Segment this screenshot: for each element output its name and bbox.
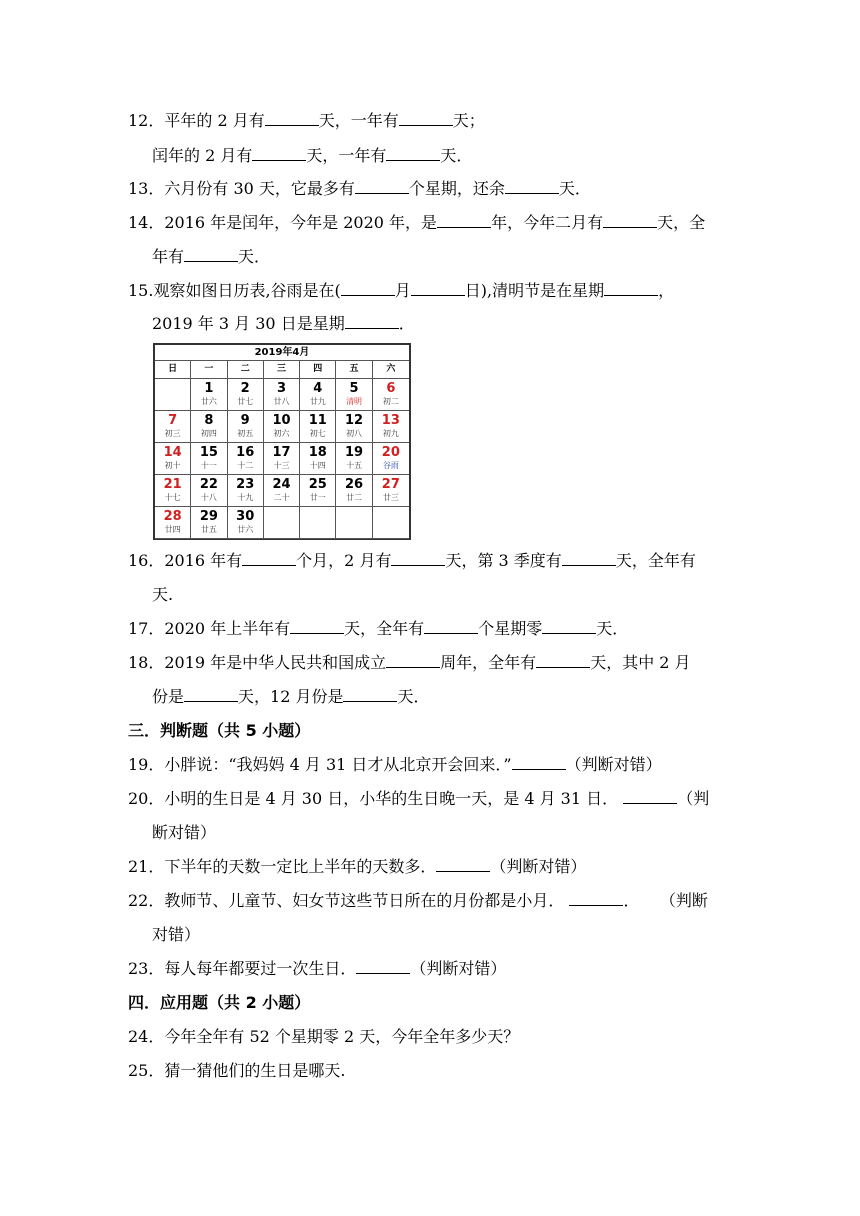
calendar-day-number: 3 xyxy=(276,381,287,396)
calendar-lunar-date: 十七 xyxy=(164,493,181,502)
section-4-heading: 四．应用题（共 2 小题） xyxy=(128,993,311,1012)
question-24: 24．今年全年有 52 个星期零 2 天，今年全年多少天？ xyxy=(128,1027,520,1046)
calendar-lunar-date: 廿三 xyxy=(382,493,399,502)
calendar-day-cell xyxy=(336,507,372,539)
answer-blank[interactable] xyxy=(343,687,397,702)
calendar-lunar-date: 廿七 xyxy=(237,397,254,406)
calendar-day-cell xyxy=(155,379,191,411)
question-15-line-1: 15.观察如图日历表,谷雨是在( 月 日),清明节是在星期 ， xyxy=(128,281,675,300)
calendar-day-number: 25 xyxy=(308,477,327,492)
calendar-day-cell xyxy=(228,411,264,443)
calendar-day-cell xyxy=(373,475,409,507)
calendar-lunar-date: 廿五 xyxy=(200,525,217,534)
calendar-day-number: 19 xyxy=(345,445,364,460)
section-3-heading: 三．判断题（共 5 小题） xyxy=(128,721,311,740)
calendar-day-cell xyxy=(155,475,191,507)
calendar-lunar-date: 十九 xyxy=(237,493,254,502)
answer-blank[interactable] xyxy=(411,281,465,296)
calendar-day-number: 30 xyxy=(236,509,255,524)
question-20-line-1: 20．小明的生日是 4 月 30 日，小华的生日晚一天，是 4 月 31 日． （判 xyxy=(128,789,710,808)
calendar-day-cell xyxy=(373,379,409,411)
answer-blank[interactable] xyxy=(436,857,490,872)
calendar-lunar-date: 谷雨 xyxy=(382,461,399,470)
question-22-line-2: 对错） xyxy=(152,925,201,944)
question-21: 21．下半年的天数一定比上半年的天数多． （判断对错） xyxy=(128,857,587,876)
calendar-day-number: 22 xyxy=(199,477,218,492)
calendar-day-cell xyxy=(373,411,409,443)
question-12-line-2: 闰年的 2 月有 天，一年有 天． xyxy=(152,146,473,165)
answer-blank[interactable] xyxy=(184,687,238,702)
calendar-lunar-date: 十八 xyxy=(200,493,217,502)
question-17: 17．2020 年上半年有 天，全年有 个星期零 天． xyxy=(128,619,629,638)
answer-blank[interactable] xyxy=(399,111,453,126)
calendar-day-number: 1 xyxy=(204,381,214,396)
question-13: 13．六月份有 30 天，它最多有 个星期，还余 天． xyxy=(128,179,591,198)
calendar-day-cell xyxy=(336,443,372,475)
answer-blank[interactable] xyxy=(623,789,677,804)
calendar-day-number: 21 xyxy=(163,477,182,492)
question-14-line-1: 14．2016 年是闰年，今年是 2020 年，是 年，今年二月有 天，全 xyxy=(128,213,706,232)
calendar-lunar-date: 初五 xyxy=(237,429,254,438)
calendar-day-cell xyxy=(264,507,300,539)
answer-blank[interactable] xyxy=(391,551,445,566)
answer-blank[interactable] xyxy=(341,281,395,296)
answer-blank[interactable] xyxy=(603,213,657,228)
calendar-lunar-date: 廿九 xyxy=(309,397,326,406)
calendar-lunar-date: 二十 xyxy=(273,493,290,502)
calendar-day-cell xyxy=(191,475,227,507)
answer-blank[interactable] xyxy=(536,653,590,668)
calendar-grid xyxy=(155,361,409,539)
calendar-day-cell xyxy=(300,507,336,539)
calendar-day-cell xyxy=(191,507,227,539)
question-23: 23．每人每年都要过一次生日． （判断对错） xyxy=(128,959,507,978)
calendar-lunar-date: 十三 xyxy=(273,461,290,470)
calendar-weekday-header: 三 xyxy=(264,361,300,379)
calendar-day-number: 6 xyxy=(386,381,396,396)
answer-blank[interactable] xyxy=(505,179,559,194)
calendar-weekday-header: 二 xyxy=(228,361,264,379)
answer-blank[interactable] xyxy=(184,247,238,262)
answer-blank[interactable] xyxy=(424,619,478,634)
calendar-lunar-date: 初十 xyxy=(164,461,181,470)
answer-blank[interactable] xyxy=(290,619,344,634)
calendar-day-number: 5 xyxy=(349,381,359,396)
calendar-day-cell xyxy=(264,379,300,411)
calendar-weekday-header: 五 xyxy=(336,361,372,379)
answer-blank[interactable] xyxy=(345,314,399,329)
calendar-day-number: 7 xyxy=(168,413,178,428)
question-16-line-2: 天. xyxy=(152,585,174,604)
calendar-lunar-date: 廿四 xyxy=(164,525,181,534)
calendar-day-number: 29 xyxy=(199,509,218,524)
calendar-day-number: 26 xyxy=(345,477,364,492)
calendar-lunar-date: 清明 xyxy=(346,397,363,406)
calendar-day-number: 9 xyxy=(240,413,250,428)
calendar-day-number: 15 xyxy=(199,445,218,460)
calendar-day-cell xyxy=(300,475,336,507)
calendar-weekday-header: 六 xyxy=(373,361,409,379)
question-14-line-2: 年有 天． xyxy=(152,247,271,266)
calendar-day-number: 12 xyxy=(345,413,364,428)
answer-blank[interactable] xyxy=(562,551,616,566)
calendar-day-number: 28 xyxy=(163,509,182,524)
calendar-weekday-header: 日 xyxy=(155,361,191,379)
calendar-lunar-date: 初三 xyxy=(164,429,181,438)
answer-blank[interactable] xyxy=(542,619,596,634)
calendar-day-cell xyxy=(264,443,300,475)
question-25: 25．猜一猜他们的生日是哪天. xyxy=(128,1061,346,1080)
question-16-line-1: 16．2016 年有 个月，2 月有 天，第 3 季度有 天，全年有 xyxy=(128,551,696,570)
calendar-day-number: 17 xyxy=(272,445,291,460)
calendar-day-number: 27 xyxy=(381,477,400,492)
calendar-day-number: 16 xyxy=(236,445,255,460)
calendar-day-cell xyxy=(155,507,191,539)
calendar-day-cell xyxy=(228,443,264,475)
calendar-weekday-header: 一 xyxy=(191,361,227,379)
calendar-lunar-date: 廿八 xyxy=(273,397,290,406)
answer-blank[interactable] xyxy=(569,891,623,906)
calendar-lunar-date: 十二 xyxy=(237,461,254,470)
calendar-lunar-date: 廿六 xyxy=(200,397,217,406)
calendar-day-number: 24 xyxy=(272,477,291,492)
calendar-day-cell xyxy=(228,379,264,411)
calendar-day-cell xyxy=(336,475,372,507)
answer-blank[interactable] xyxy=(386,653,440,668)
calendar-lunar-date: 初九 xyxy=(382,429,399,438)
calendar-lunar-date: 十四 xyxy=(309,461,326,470)
calendar-weekday-header: 四 xyxy=(300,361,336,379)
calendar-day-cell xyxy=(264,411,300,443)
calendar-day-cell xyxy=(228,507,264,539)
calendar-day-cell xyxy=(191,443,227,475)
question-19: 19．小胖说：“我妈妈 4 月 31 日才从北京开会回来．” （判断对错） xyxy=(128,755,662,774)
question-18-line-1: 18．2019 年是中华人民共和国成立 周年，全年有 天，其中 2 月 xyxy=(128,653,691,672)
calendar-lunar-date: 初四 xyxy=(200,429,217,438)
calendar-lunar-date: 十一 xyxy=(200,461,217,470)
answer-blank[interactable] xyxy=(252,146,306,161)
calendar-lunar-date: 廿二 xyxy=(346,493,363,502)
answer-blank[interactable] xyxy=(242,551,296,566)
calendar-day-cell xyxy=(264,475,300,507)
calendar-day-cell xyxy=(191,411,227,443)
answer-blank[interactable] xyxy=(512,755,566,770)
calendar-lunar-date: 廿一 xyxy=(309,493,326,502)
calendar-lunar-date: 廿六 xyxy=(237,525,254,534)
calendar-day-cell xyxy=(155,443,191,475)
answer-blank[interactable] xyxy=(265,111,319,126)
calendar-day-number: 2 xyxy=(240,381,250,396)
answer-blank[interactable] xyxy=(356,959,410,974)
calendar-day-cell xyxy=(155,411,191,443)
calendar-day-number: 11 xyxy=(308,413,327,428)
calendar-lunar-date: 初二 xyxy=(382,397,399,406)
calendar-day-cell xyxy=(300,443,336,475)
calendar-day-cell xyxy=(336,411,372,443)
calendar-day-number: 23 xyxy=(236,477,255,492)
answer-blank[interactable] xyxy=(604,281,658,296)
calendar-day-number: 8 xyxy=(204,413,214,428)
answer-blank[interactable] xyxy=(386,146,440,161)
question-12-line-1: 12．平年的 2 月有 天，一年有 天； xyxy=(128,111,485,130)
question-20-line-2: 断对错） xyxy=(152,823,217,842)
calendar-day-cell xyxy=(300,411,336,443)
calendar-day-number: 10 xyxy=(272,413,291,428)
question-18-line-2: 份是 天，12 月份是 天． xyxy=(152,687,430,706)
answer-blank[interactable] xyxy=(437,213,491,228)
calendar-table xyxy=(153,343,411,540)
question-22-line-1: 22．教师节、儿童节、妇女节这些节日所在的月份都是小月． ． （判断 xyxy=(128,891,708,910)
calendar-day-cell xyxy=(300,379,336,411)
calendar-day-number: 13 xyxy=(381,413,400,428)
calendar-day-number: 20 xyxy=(381,445,400,460)
calendar-title: 2019年4月 xyxy=(155,345,409,361)
answer-blank[interactable] xyxy=(355,179,409,194)
calendar-day-cell xyxy=(373,443,409,475)
calendar-lunar-date: 初八 xyxy=(346,429,363,438)
calendar-lunar-date: 初七 xyxy=(309,429,326,438)
question-15-line-2: 2019 年 3 月 30 日是星期 ． xyxy=(152,314,415,333)
calendar-day-number: 4 xyxy=(313,381,323,396)
calendar-day-cell xyxy=(373,507,409,539)
calendar-day-cell xyxy=(228,475,264,507)
calendar-day-number: 18 xyxy=(308,445,327,460)
calendar-day-number: 14 xyxy=(163,445,182,460)
calendar-lunar-date: 十五 xyxy=(346,461,363,470)
calendar-lunar-date: 初六 xyxy=(273,429,290,438)
calendar-day-cell xyxy=(336,379,372,411)
calendar-day-cell xyxy=(191,379,227,411)
